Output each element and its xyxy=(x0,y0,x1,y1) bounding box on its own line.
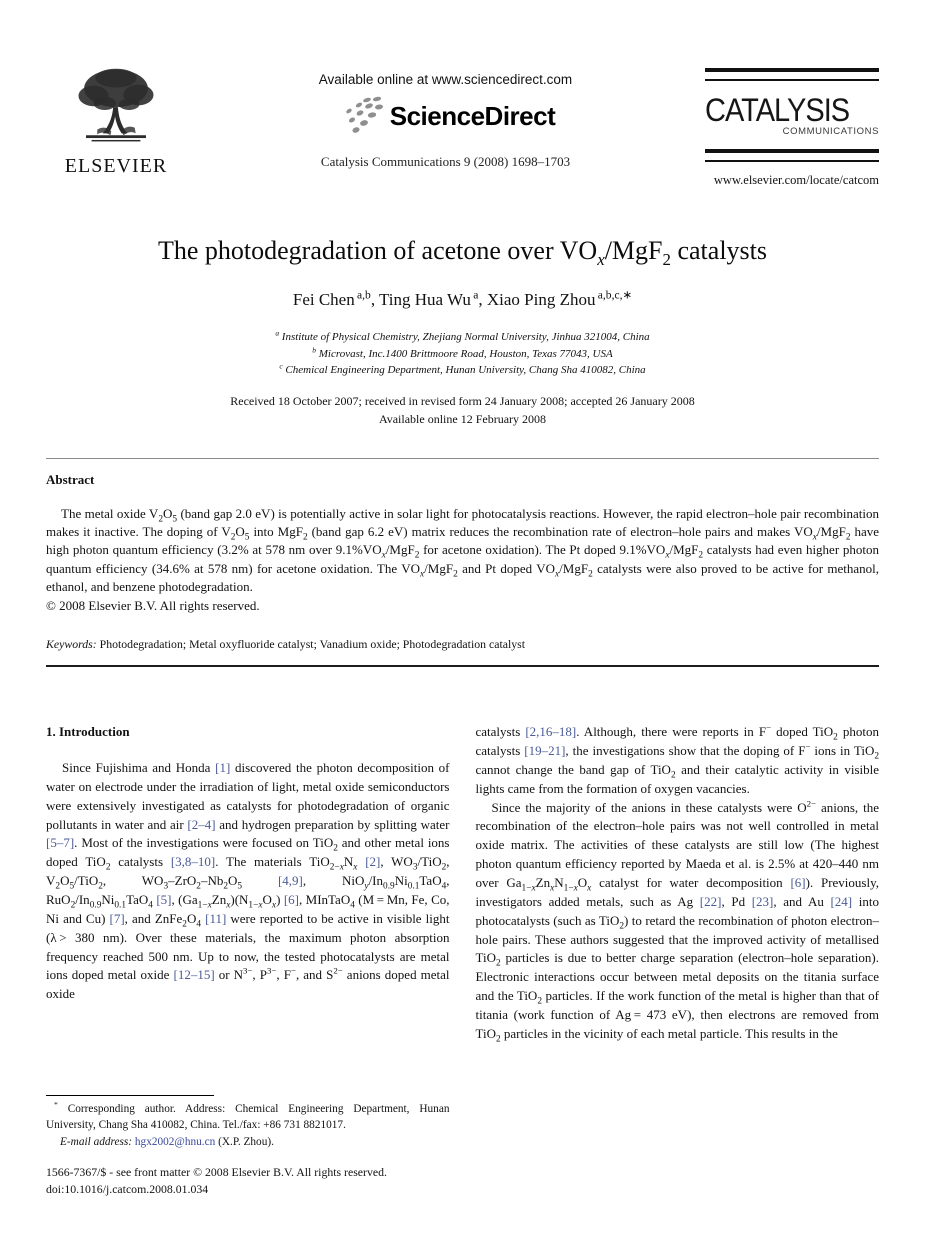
email-address-line[interactable]: E-mail address: hgx2002@hnu.cn (X.P. Zhou). xyxy=(60,1135,274,1148)
elsevier-wordmark: ELSEVIER xyxy=(64,155,168,177)
journal-logo-top-rule xyxy=(705,68,879,81)
elsevier-logo xyxy=(46,64,186,178)
right-column xyxy=(476,723,880,1197)
front-matter xyxy=(0,236,925,667)
journal-citation: Catalysis Communications 9 (2008) 1698–1703 xyxy=(320,154,571,169)
affiliation-c: $^c$ Chemical Engineering Department, Hunan University, Chang Sha 410082, China xyxy=(279,361,646,376)
article-history xyxy=(46,392,879,428)
affiliation-a: $^a$ Institute of Physical Chemistry, Zhejiang Normal University, Jinhua 321004, China xyxy=(275,328,650,343)
author-list: Fei Chen $^{a,b}$, Ting Hua Wu $^a$, Xiao Ping Zhou $^{a,b,c,∗}$ xyxy=(292,288,633,309)
affiliations xyxy=(46,329,879,379)
abstract-top-rule xyxy=(46,458,879,459)
keywords-label: Keywords: xyxy=(46,637,97,652)
issn-line: 1566-7367/$ - see front matter © 2008 Elsevier B.V. All rights reserved. xyxy=(46,1165,387,1180)
body-columns xyxy=(0,723,925,1197)
corresponding-author-note: * Corresponding author. Address: Chemical Engineering Department, Hunan University, Chang Sha 410082, China. Tel./fax: +86 731 8821017. xyxy=(46,1100,450,1132)
journal-logo-subtitle: COMMUNICATIONS xyxy=(782,126,879,137)
intro-paragraph-1: Since Fujishima and Honda [1] discovered the photon decomposition of water on electrode under the irradiation of light, metal oxide semiconductors were extensively investigated as catalysts for photodegradation of organic pollutants in water and air [2–4] and hydrogen preparation by splitting water [5–7]. Most of the investigations were focused on TiO$_2$ and other metal ions doped TiO$_2$ catalysts [3,8–10]. The materials $TiO_{2-x}N_x$ [2], $WO_3/TiO_2$, $V_2O_5/TiO_2$, $WO_3-ZrO_2-Nb_2O_5$ [4,9], $NiO_y/In_{0.9}Ni_{0.1}TaO_4$, $RuO_2/In_{0.9}Ni_{0.1}TaO_4$ [5], $(Ga_{1-x}Zn_x)(N_{1-x}O_x)$ [6], MInTaO$_4$ (M = Mn, Fe, Co, Ni and Cu) [7], and $ZnFe_2O_4$ [11] were reported to be active in visible light (λ > 380 nm). Over these materials, the maximum photon absorption frequency reached 500 nm. Up to now, the tested photocatalysts are metal ions doped metal oxide [12–15] or $N^{3-}$, $P^{3-}$, F−, and $S^{2-}$ anions doped metal oxide xyxy=(46,760,450,1002)
doi-line[interactable]: doi:10.1016/j.catcom.2008.01.034 xyxy=(46,1181,209,1196)
abstract-heading: Abstract xyxy=(46,471,95,487)
intro-paragraph-1-continued: catalysts [2,16–18]. Although, there were reports in F− doped TiO$_2$ photon catalysts [19–21], the investigations show that the doping of F− ions in TiO$_2$ cannot change the band gap of TiO$_2$ and their catalytic activity in visible lights came from the formation of oxygen vacancies. xyxy=(475,722,880,796)
issn-copyright-block xyxy=(46,1164,450,1197)
page-header xyxy=(0,0,925,188)
footnote-block xyxy=(46,1095,450,1197)
front-matter-bottom-rule xyxy=(46,665,879,667)
available-online-date: Available online 12 February 2008 xyxy=(378,411,547,426)
article-title: The photodegradation of acetone over $VO_x/MgF_2$ catalysts xyxy=(158,236,767,270)
journal-logo-title: CATALYSIS xyxy=(705,92,850,129)
received-dates: Received 18 October 2007; received in revised form 24 January 2008; accepted 26 January 2008 xyxy=(230,393,695,408)
journal-logo-bottom-rule xyxy=(705,149,879,162)
sciencedirect-logo[interactable] xyxy=(336,96,555,136)
left-column xyxy=(46,723,450,1197)
sciencedirect-dots-icon xyxy=(336,96,386,136)
abstract-text: The metal oxide $V_2O_5$ (band gap 2.0 eV) is potentially active in solar light for photocatalysis reactions. However, the rapid electron–hole pair recombination makes it inactive. The doping of $V_2O_5$ into MgF$_2$ (band gap 6.2 eV) matrix reduces the recombination rate of electron–hole pairs and makes $VO_x/MgF_2$ have high photon quantum efficiency (3.2% at 578 nm over $9.1\%VO_x/MgF_2$ for acetone oxidation). The Pt doped $9.1\%VO_x/MgF_2$ catalysts had even higher photon quantum efficiency (34.6% at 578 nm) for acetone oxidation. The $VO_x/MgF_2$ and Pt doped $VO_x/MgF_2$ catalysts were also proved to be active for methanol, ethanol, and benzene photodegradation. xyxy=(46,505,880,595)
affiliation-b: $^b$ Microvast, Inc.1400 Brittmoore Road, Houston, Texas 77043, USA xyxy=(312,344,613,360)
intro-paragraph-2: Since the majority of the anions in these catalysts were $O^{2-}$ anions, the recombination of the electron–hole pairs was not well controlled in metal oxide matrix. The activities of these catalysts are still low (The highest photon quantum efficiency reported by Maeda et al. is 2.5% at 420–440 nm over $Ga_{1-x}Zn_xN_{1-x}O_x$ catalyst for water decomposition [6]). Previously, investigators added metals, such as Ag [22], Pd [23], and Au [24] into photocatalysts (such as TiO$_2$) to retard the recombination of photon electron–hole pairs. These authors suggested that the improved activity of metallised TiO$_2$ particles is due to better charge separation (electron–hole separation). Electronic interactions occur between metal deposits on the titania surface and the TiO$_2$ particles. If the work function of the metal is higher than that of titania (work function of Ag = 473 eV), then electrons are removed from TiO$_2$ particles in the vicinity of each metal particle. This results in the xyxy=(475,798,879,1045)
abstract-copyright: © 2008 Elsevier B.V. All rights reserved. xyxy=(46,597,260,613)
journal-logo-block xyxy=(705,64,879,188)
elsevier-tree-icon xyxy=(46,64,186,154)
keywords-line xyxy=(46,637,879,652)
journal-locate-url[interactable]: www.elsevier.com/locate/catcom xyxy=(713,173,879,187)
header-center xyxy=(186,64,705,170)
available-online-text[interactable]: Available online at www.sciencedirect.com xyxy=(318,72,573,87)
footnote-rule xyxy=(46,1095,214,1096)
sciencedirect-wordmark: ScienceDirect xyxy=(389,100,556,131)
keywords-text: Photodegradation; Metal oxyfluoride catalyst; Vanadium oxide; Photodegradation catalyst xyxy=(99,637,525,652)
section-heading-introduction: 1. Introduction xyxy=(46,724,130,740)
elsevier-tree-icon-svg xyxy=(69,64,163,154)
